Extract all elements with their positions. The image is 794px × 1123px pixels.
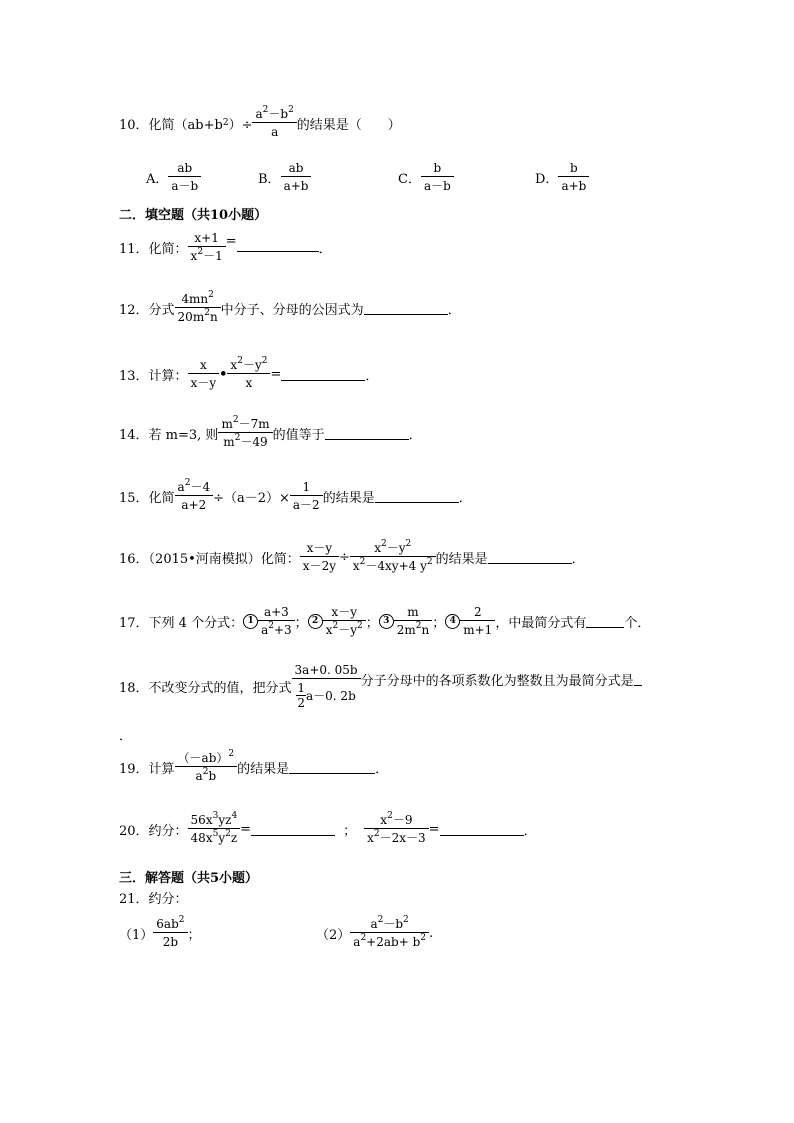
q21-part-1: （1） $\frac{6ab^2}{2b}$ ； <box>119 915 201 949</box>
q19-answer-blank[interactable] <box>289 761 375 774</box>
section-fill-in-heading: 二．填空题（共10小题） <box>119 208 268 223</box>
question-11: 11．化简： $\frac{x+1}{x^2-1}$ = ． <box>119 231 332 263</box>
question-17: 17．下列 4 个分式： 1 $\frac{a+3}{a^2+3}$ ； 2 $\frac{x-y}{x^2-y^2}$ ； 3 $\frac{m}{2m^2n}$ ； 4 $\frac{2}{m+1}$ ， 中最简分式有 个． <box>119 605 651 637</box>
q10-option-c[interactable]: C． $\frac{b}{a-b}$ <box>398 162 454 192</box>
question-13: 13．计算： $\frac{x}{x-y}$ • $\frac{x^2-y^2}{x}$ = ． <box>119 356 379 390</box>
q10-label: 10．化简（ab+b <box>119 117 223 133</box>
q15-answer-blank[interactable] <box>375 490 459 503</box>
q10-option-b[interactable]: B． $\frac{ab}{a+b}$ <box>258 162 311 192</box>
circled-4-icon: 4 <box>445 614 460 629</box>
question-14: 14．若 m=3, 则 $\frac{m^2-7m}{m^2-49}$ 的值等于 ． <box>119 415 422 449</box>
q16-answer-blank[interactable] <box>488 551 572 564</box>
q10-fraction: $\frac{a^2-b^2}{a}$ <box>252 108 296 138</box>
circled-2-icon: 2 <box>308 614 323 629</box>
q10-option-d[interactable]: D． $\frac{b}{a+b}$ <box>535 162 589 192</box>
q10-tail: 的结果是（ ） <box>296 117 401 133</box>
question-19: 19．计算 $\frac{(-ab)^2}{a^2b}$ 的结果是 ． <box>119 749 389 783</box>
question-15: 15．化简 $\frac{a^2-4}{a+2}$ ÷（a－2）× $\frac{1}{a-2}$ 的结果是 ． <box>119 478 472 512</box>
circled-3-icon: 3 <box>379 614 394 629</box>
section-answer-heading: 三．解答题（共5小题） <box>119 871 259 886</box>
q14-answer-blank[interactable] <box>325 427 409 440</box>
q17-answer-blank[interactable] <box>586 615 624 628</box>
q10-option-a[interactable]: A． $\frac{ab}{a-b}$ <box>146 162 201 192</box>
question-10: 10．化简（ab+b 2 ）÷ $\frac{a^2-b^2}{a}$ 的结果是（ ） <box>119 105 401 139</box>
q13-answer-blank[interactable] <box>281 368 365 381</box>
q21-part-2: （2） $\frac{a^2-b^2}{a^2+2ab+ b^2}$ . <box>316 915 434 949</box>
q20-answer-blank-1[interactable] <box>251 823 335 836</box>
question-16: 16．（2015•河南模拟）化简： $\frac{x-y}{x-2y}$ ÷ $\frac{x^2-y^2}{x^2-4xy+4 y^2}$ 的结果是 ． <box>119 539 585 573</box>
question-12: 12．分式 $\frac{4mn^2}{20m^2n}$ 中分子、分母的公因式为 ． <box>119 290 461 324</box>
question-21-label: 21．约分： <box>119 892 188 907</box>
circled-1-icon: 1 <box>243 614 258 629</box>
q20-answer-blank-2[interactable] <box>440 823 524 836</box>
q11-answer-blank[interactable] <box>237 239 319 252</box>
question-18: 18．不改变分式的值，把分式 3a+0. 05b $\frac{1}{2}$ a－0. 2b 分子分母中的各项系数化为整数且为最简分式是 <box>119 664 642 709</box>
question-20: 20．约分： $\frac{56x^3yz^4}{48x^5y^2z}$ = ； $\frac{x^2-9}{x^2-2x-3}$ = ． <box>119 811 537 845</box>
q12-answer-blank[interactable] <box>364 302 448 315</box>
q18-answer-blank[interactable] <box>634 673 642 686</box>
q18-end: ． <box>119 729 133 744</box>
